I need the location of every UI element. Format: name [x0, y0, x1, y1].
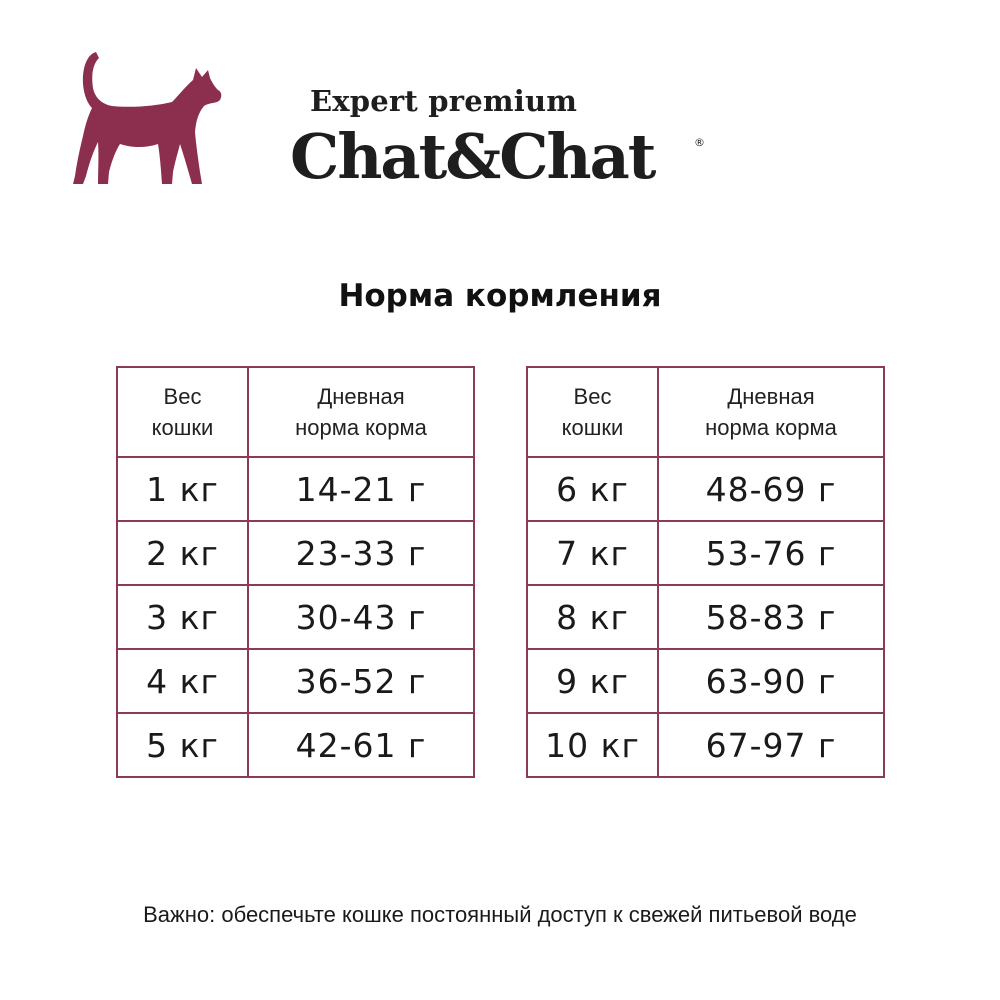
header-daily-norm: [658, 367, 884, 457]
header-cat-weight: [527, 367, 658, 457]
header-cat-weight: [117, 367, 248, 457]
cell-weight: 9 кг: [527, 649, 658, 713]
cell-norm: 42-61 г: [248, 713, 474, 777]
cell-norm: 53-76 г: [658, 521, 884, 585]
header-weight-line1: Вес: [573, 384, 612, 409]
header-norm-line2: норма корма: [295, 415, 427, 440]
table-row: [117, 521, 474, 585]
cell-norm: 58-83 г: [658, 585, 884, 649]
header-norm-line2: норма корма: [705, 415, 837, 440]
cell-weight: 3 кг: [117, 585, 248, 649]
feeding-table-right: [526, 366, 885, 778]
cell-weight: 6 кг: [527, 457, 658, 521]
brand-subtitle: Expert premium: [310, 84, 578, 118]
header-daily-norm: [248, 367, 474, 457]
page-title: Норма кормления: [338, 278, 662, 314]
table-row: [527, 457, 884, 521]
feeding-table-left: [116, 366, 475, 778]
cell-weight: 8 кг: [527, 585, 658, 649]
cell-weight: 7 кг: [527, 521, 658, 585]
registered-mark: ®: [694, 136, 705, 149]
table-row: [117, 585, 474, 649]
cell-weight: 4 кг: [117, 649, 248, 713]
table-header-row: [117, 367, 474, 457]
table-row: [117, 649, 474, 713]
header-norm-line1: Дневная: [317, 384, 405, 409]
cell-norm: 63-90 г: [658, 649, 884, 713]
header-weight-line1: Вес: [163, 384, 202, 409]
cell-weight: 2 кг: [117, 521, 248, 585]
table-row: [117, 713, 474, 777]
cell-norm: 67-97 г: [658, 713, 884, 777]
cat-silhouette-icon: [68, 44, 228, 194]
header-weight-line2: кошки: [151, 415, 214, 440]
table-row: [117, 457, 474, 521]
cell-norm: 48-69 г: [658, 457, 884, 521]
cell-weight: 10 кг: [527, 713, 658, 777]
table-header-row: [527, 367, 884, 457]
footnote: Важно: обеспечьте кошке постоянный доступ к свежей питьевой воде: [143, 902, 857, 927]
cell-weight: 5 кг: [117, 713, 248, 777]
table-row: [527, 521, 884, 585]
cell-norm: 14-21 г: [248, 457, 474, 521]
table-row: [527, 585, 884, 649]
brand-name: Chat&Chat: [290, 120, 655, 193]
cell-norm: 30-43 г: [248, 585, 474, 649]
header-norm-line1: Дневная: [727, 384, 815, 409]
cell-weight: 1 кг: [117, 457, 248, 521]
table-row: [527, 649, 884, 713]
cell-norm: 23-33 г: [248, 521, 474, 585]
cell-norm: 36-52 г: [248, 649, 474, 713]
header-weight-line2: кошки: [561, 415, 624, 440]
table-row: [527, 713, 884, 777]
